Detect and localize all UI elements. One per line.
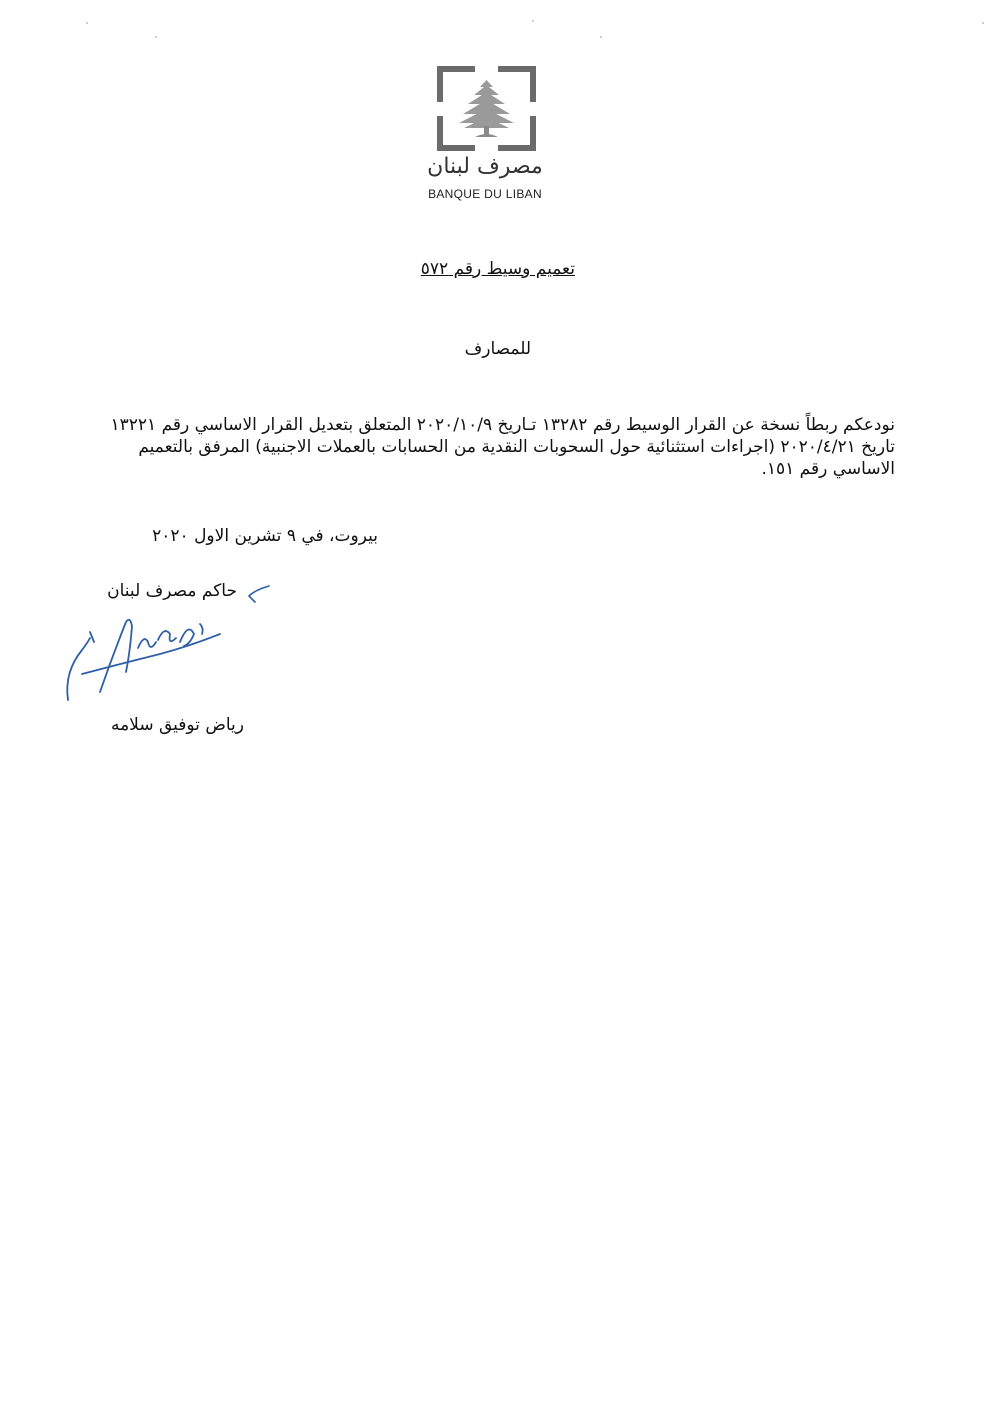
signatory-title: حاكم مصرف لبنان	[107, 581, 237, 601]
scan-speck	[982, 22, 984, 24]
scan-speck	[532, 20, 534, 22]
signature-icon	[60, 612, 230, 707]
scan-speck	[155, 36, 157, 38]
bank-name-english: BANQUE DU LIBAN	[428, 187, 542, 201]
cedar-tree-logo	[437, 66, 536, 151]
circular-title: تعميم وسيط رقم ٥٧٢	[420, 259, 575, 279]
scan-speck	[86, 22, 88, 24]
bank-name-arabic: مصرف لبنان	[427, 154, 543, 179]
signatory-name: رياض توفيق سلامه	[110, 715, 244, 735]
recipient-line: للمصارف	[464, 339, 531, 359]
scan-speck	[600, 36, 602, 38]
body-paragraph: نودعكم ربطاً نسخة عن القرار الوسيط رقم ١٣٢٨٢ تـاريخ ٢٠٢٠/١٠/٩ المتعلق بتعديل القرار الاساسي رقم ١٣٢٢١ تاريخ ٢٠٢٠/٤/٢١ (اجراءات استثنائية حول السحوبات النقدية من الحسابات بالعملات الاجنبية) المرفق بالتعميم الاساسي رقم ١٥١.	[110, 415, 895, 479]
pen-mark-icon	[245, 582, 273, 604]
date-line: بيروت، في ٩ تشرين الاول ٢٠٢٠	[152, 526, 378, 546]
